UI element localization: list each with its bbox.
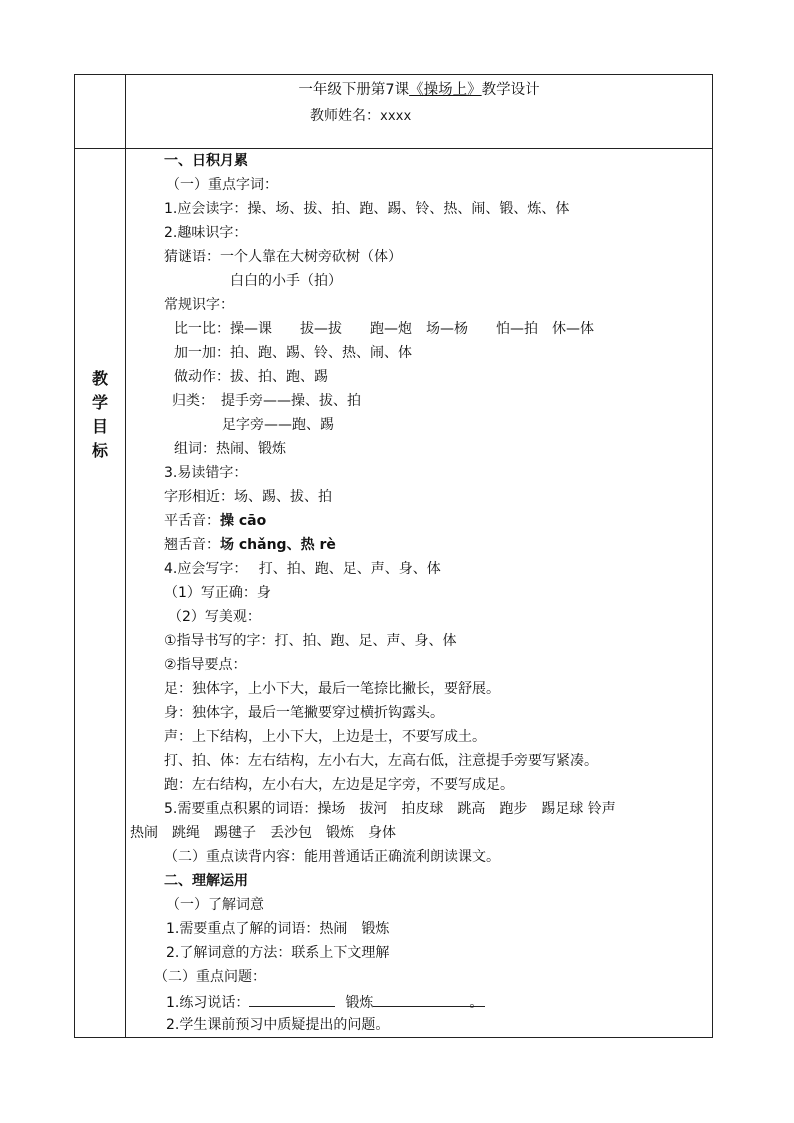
content-line xyxy=(174,320,594,338)
line-text: 4.应会写字： 打、拍、跑、足、声、身、体 xyxy=(164,561,441,577)
line-text: 一、日积月累 xyxy=(164,153,248,169)
line-text: 热闹 跳绳 踢毽子 丢沙包 锻炼 身体 xyxy=(130,825,396,841)
side-label-char: 标 xyxy=(91,441,108,460)
line-text: （二）重点读背内容：能用普通话正确流利朗读课文。 xyxy=(164,849,500,865)
title-prefix: 一年级下册第 xyxy=(298,82,386,98)
line-text: 跑：左右结构，左小右大，左边是足字旁，不要写成足。 xyxy=(164,777,514,793)
column-divider xyxy=(125,75,126,1037)
content-line xyxy=(166,944,389,962)
line-text: （1）写正确：身 xyxy=(164,585,271,601)
content-line xyxy=(164,296,234,314)
line-text: 足字旁——跑、踢 xyxy=(222,417,334,433)
line-text: 1.应会读字：操、场、拔、拍、跑、踢、铃、热、闹、锻、炼、体 xyxy=(164,201,570,217)
line-text: 加一加：拍、跑、踢、铃、热、闹、体 xyxy=(174,345,412,361)
line-text: ②指导要点： xyxy=(164,657,247,673)
content-line xyxy=(166,1016,389,1034)
content-line xyxy=(164,512,266,530)
line-text: 字形相近：场、踢、拔、拍 xyxy=(164,489,332,505)
content-line xyxy=(174,440,286,458)
lesson-table xyxy=(74,74,713,1038)
content-line xyxy=(166,992,483,1012)
content-line xyxy=(164,488,332,506)
line-text: 5.需要重点积累的词语：操场 拔河 拍皮球 跳高 跑步 踢足球 铃声 xyxy=(164,801,616,817)
line-text: 1.需要重点了解的词语：热闹 锻炼 xyxy=(166,921,390,937)
line-text: 归类： 提手旁——操、拔、拍 xyxy=(172,393,361,409)
content-line xyxy=(164,632,457,650)
content-line xyxy=(166,920,389,938)
line-text: 足：独体字，上小下大，最后一笔捺比撇长，要舒展。 xyxy=(164,681,500,697)
line-text: 常规识字： xyxy=(164,297,234,313)
line-text: 2.学生课前预习中质疑提出的问题。 xyxy=(166,1017,390,1033)
side-label-char: 目 xyxy=(91,417,108,436)
content-line xyxy=(164,704,444,722)
teacher-name: xxxx xyxy=(380,109,412,124)
document-title xyxy=(126,81,712,99)
line-text: 2.趣味识字： xyxy=(164,225,248,241)
line-text: ①指导书写的字：打、拍、跑、足、声、身、体 xyxy=(164,633,457,649)
line-text: 。 xyxy=(469,995,484,1011)
title-lesson-number: 7 xyxy=(385,82,395,98)
content-line xyxy=(154,968,266,986)
content-line xyxy=(164,872,248,890)
side-label-char: 学 xyxy=(91,393,108,412)
line-text: （二）重点问题： xyxy=(154,969,266,985)
content-line xyxy=(230,272,342,290)
line-text: 白白的小手（拍） xyxy=(230,273,342,289)
content-line xyxy=(164,584,271,602)
content-line xyxy=(168,608,261,626)
content-line xyxy=(164,224,247,242)
line-text: 打、拍、体：左右结构，左小右大，左高右低，注意提手旁要写紧凑。 xyxy=(164,753,598,769)
title-lesson-word: 课 xyxy=(394,82,410,98)
title-suffix: 教学设计 xyxy=(481,82,540,98)
content-line xyxy=(164,656,247,674)
line-text: 2.了解词意的方法：联系上下文理解 xyxy=(166,945,390,961)
teacher-line xyxy=(310,107,411,126)
line-text: （一）重点字词： xyxy=(166,177,278,193)
content-line xyxy=(164,848,500,866)
content-line xyxy=(164,800,616,818)
content-line xyxy=(164,776,514,794)
line-text: 组词：热闹、锻炼 xyxy=(174,441,286,457)
line-text: 身：独体字，最后一笔撇要穿过横折钩露头。 xyxy=(164,705,444,721)
content-line xyxy=(222,416,334,434)
line-text: 做动作：拔、拍、跑、踢 xyxy=(174,369,328,385)
line-text: 二、理解运用 xyxy=(164,873,248,889)
content-line xyxy=(164,680,500,698)
content-line xyxy=(164,152,248,170)
content-line xyxy=(164,752,598,770)
content-line xyxy=(166,896,264,914)
line-text: 比一比：操—课 拔—拔 跑—炮 场—杨 怕—拍 休—体 xyxy=(174,321,594,337)
content-line xyxy=(164,464,247,482)
title-lesson-name: 《操场上》 xyxy=(409,82,482,98)
content-line xyxy=(164,200,569,218)
pinyin-example: 操 cāo xyxy=(220,513,267,529)
fill-in-blank[interactable] xyxy=(249,992,335,1007)
line-text: （一）了解词意 xyxy=(166,897,264,913)
line-text: 锻炼 xyxy=(345,995,374,1011)
row-divider xyxy=(75,148,712,149)
line-text: （2）写美观： xyxy=(168,609,261,625)
content-line xyxy=(164,248,402,266)
teacher-label: 教师姓名： xyxy=(310,108,380,124)
side-label-char: 教 xyxy=(91,369,108,388)
line-text: 声：上下结构，上小下大，上边是士，不要写成土。 xyxy=(164,729,486,745)
content-line xyxy=(172,392,361,410)
content-line xyxy=(174,368,328,386)
line-text: 1.练习说话： xyxy=(166,995,250,1011)
line-text: 猜谜语：一个人靠在大树旁砍树（体） xyxy=(164,249,402,265)
line-text: 3.易读错字： xyxy=(164,465,248,481)
content-line xyxy=(164,536,336,554)
pinyin-example: 场 chǎng、热 rè xyxy=(220,537,336,553)
content-line xyxy=(164,560,441,578)
content-line xyxy=(164,728,486,746)
content-line xyxy=(166,176,278,194)
content-line xyxy=(130,824,396,842)
side-label xyxy=(75,367,125,463)
line-text: 平舌音： xyxy=(164,513,220,529)
line-text: 翘舌音： xyxy=(164,537,220,553)
content-line xyxy=(174,344,412,362)
